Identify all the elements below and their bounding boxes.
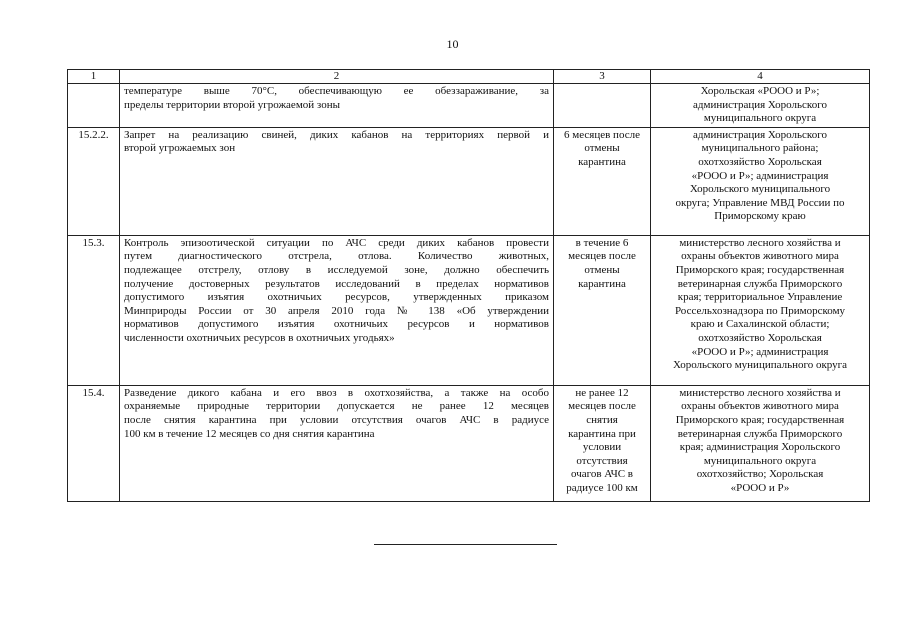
responsible-parties [651, 235, 870, 385]
description-line: 100 км в течение 12 месяцев со дня снятия карантина [124, 427, 375, 440]
responsible-line: охотхозяйство Хорольская [698, 155, 822, 168]
term-line: снятия [586, 413, 618, 426]
term-line: в течение 6 [575, 236, 629, 249]
responsible-line: охотхозяйство; Хорольская [696, 468, 824, 481]
description-line: температуре выше 70°С, обеспечивающую ее обеззараживание, за [124, 85, 549, 97]
column-number-2: 2 [120, 70, 554, 84]
end-rule [374, 544, 557, 545]
responsible-line: Приморского края; государственная [675, 413, 845, 426]
term-line: карантина [578, 155, 626, 168]
page-number: 10 [446, 37, 459, 51]
responsible-line: Россельхознадзора по Приморскому [674, 304, 846, 317]
responsible-line: Хорольского муниципального [689, 183, 831, 196]
item-number: 15.3. [68, 235, 120, 385]
term-line: не ранее 12 [575, 386, 629, 399]
item-number: 15.4. [68, 385, 120, 501]
description-line: получение достоверных результатов исследований в пределах нормативов [124, 277, 549, 290]
responsible-line: Хорольского муниципального округа [672, 359, 848, 372]
description-line: Разведение дикого кабана и его ввоз в охотхозяйства, а также на особо [124, 386, 549, 399]
table-header-row [68, 70, 870, 84]
measure-term [554, 385, 651, 501]
responsible-line: края; администрация Хорольского [679, 441, 841, 454]
responsible-line: «РООО и Р»; администрация [691, 345, 829, 358]
item-number [68, 84, 120, 128]
table-row [68, 385, 870, 501]
term-line: месяцев после [568, 250, 636, 263]
term-line: карантина при [568, 427, 636, 440]
responsible-line: министерство лесного хозяйства и [679, 236, 841, 249]
responsible-line: «РООО и Р»; администрация [691, 169, 829, 182]
responsible-parties [651, 84, 870, 128]
description-line: нормативов допустимого изъятия охотничьих ресурсов и нормативов [124, 318, 549, 331]
responsible-parties [651, 385, 870, 501]
measure-description [120, 84, 554, 128]
description-line: численности охотничьих ресурсов в охотничьих угодьях» [124, 331, 395, 344]
responsible-line: «РООО и Р» [730, 481, 790, 494]
responsible-line: ветеринарная служба Приморского [677, 277, 843, 290]
description-line: второй угрожаемых зон [124, 142, 236, 155]
measure-term [554, 127, 651, 235]
term-line: отсутствия [576, 454, 628, 467]
responsible-line: Хорольская «РООО и Р»; [700, 85, 820, 97]
measure-term [554, 235, 651, 385]
responsible-line: охраны объектов животного мира [681, 400, 839, 413]
measure-description [120, 235, 554, 385]
column-number-4: 4 [651, 70, 870, 84]
responsible-line: министерство лесного хозяйства и [679, 386, 841, 399]
responsible-line: края; территориальное Управление [677, 291, 843, 304]
term-line: месяцев после [568, 400, 636, 413]
responsible-line: ветеринарная служба Приморского [677, 427, 843, 440]
description-line: подлежащее отстрелу, отлову в исследуемой зоне, должно обеспечить [124, 263, 549, 276]
measure-description [120, 127, 554, 235]
description-line: путем диагностического отстрела, отлова. Количество животных, [124, 250, 549, 263]
term-line: отмены [584, 263, 620, 276]
responsible-line: округа; Управление МВД России по [675, 196, 845, 209]
description-line: охраняемые природные территории допускается не ранее 12 месяцев [124, 400, 549, 413]
term-line: карантина [578, 277, 626, 290]
measures-table [67, 69, 870, 502]
description-line: пределы территории второй угрожаемой зоны [124, 98, 340, 111]
term-line: 6 месяцев после [564, 128, 640, 141]
table-row [68, 84, 870, 128]
measure-term [554, 84, 651, 128]
description-line: Запрет на реализацию свиней, диких кабанов на территориях первой и [124, 128, 549, 141]
measure-description [120, 385, 554, 501]
column-number-1: 1 [68, 70, 120, 84]
responsible-line: муниципального округа [703, 112, 817, 125]
description-line: после снятия карантина при условии отсутствия очагов АЧС в радиусе [124, 413, 549, 426]
term-line: радиусе 100 км [566, 481, 638, 494]
responsible-line: администрация Хорольского [693, 128, 827, 141]
description-line: допустимого изъятия охотничьих ресурсов, утвержденных приказом [124, 291, 549, 304]
responsible-line: администрация Хорольского [693, 98, 827, 111]
term-line: условии [582, 441, 622, 454]
table-row [68, 127, 870, 235]
responsible-parties [651, 127, 870, 235]
item-number: 15.2.2. [68, 127, 120, 235]
term-line: очагов АЧС в [570, 468, 633, 481]
responsible-line: краю и Сахалинской области; [690, 318, 830, 331]
term-line: отмены [584, 142, 620, 155]
description-line: Контроль эпизоотической ситуации по АЧС среди диких кабанов провести [124, 236, 549, 249]
column-number-3: 3 [554, 70, 651, 84]
responsible-line: охраны объектов животного мира [681, 250, 839, 263]
table-row [68, 235, 870, 385]
responsible-line: охотхозяйство Хорольская [698, 331, 822, 344]
responsible-line: муниципального района; [701, 142, 819, 155]
description-line: Минприроды России от 30 апреля 2010 года № 138 «Об утверждении [124, 304, 549, 317]
responsible-line: муниципального округа [703, 454, 817, 467]
responsible-line: Приморскому краю [714, 210, 806, 223]
responsible-line: Приморского края; государственная [675, 263, 845, 276]
